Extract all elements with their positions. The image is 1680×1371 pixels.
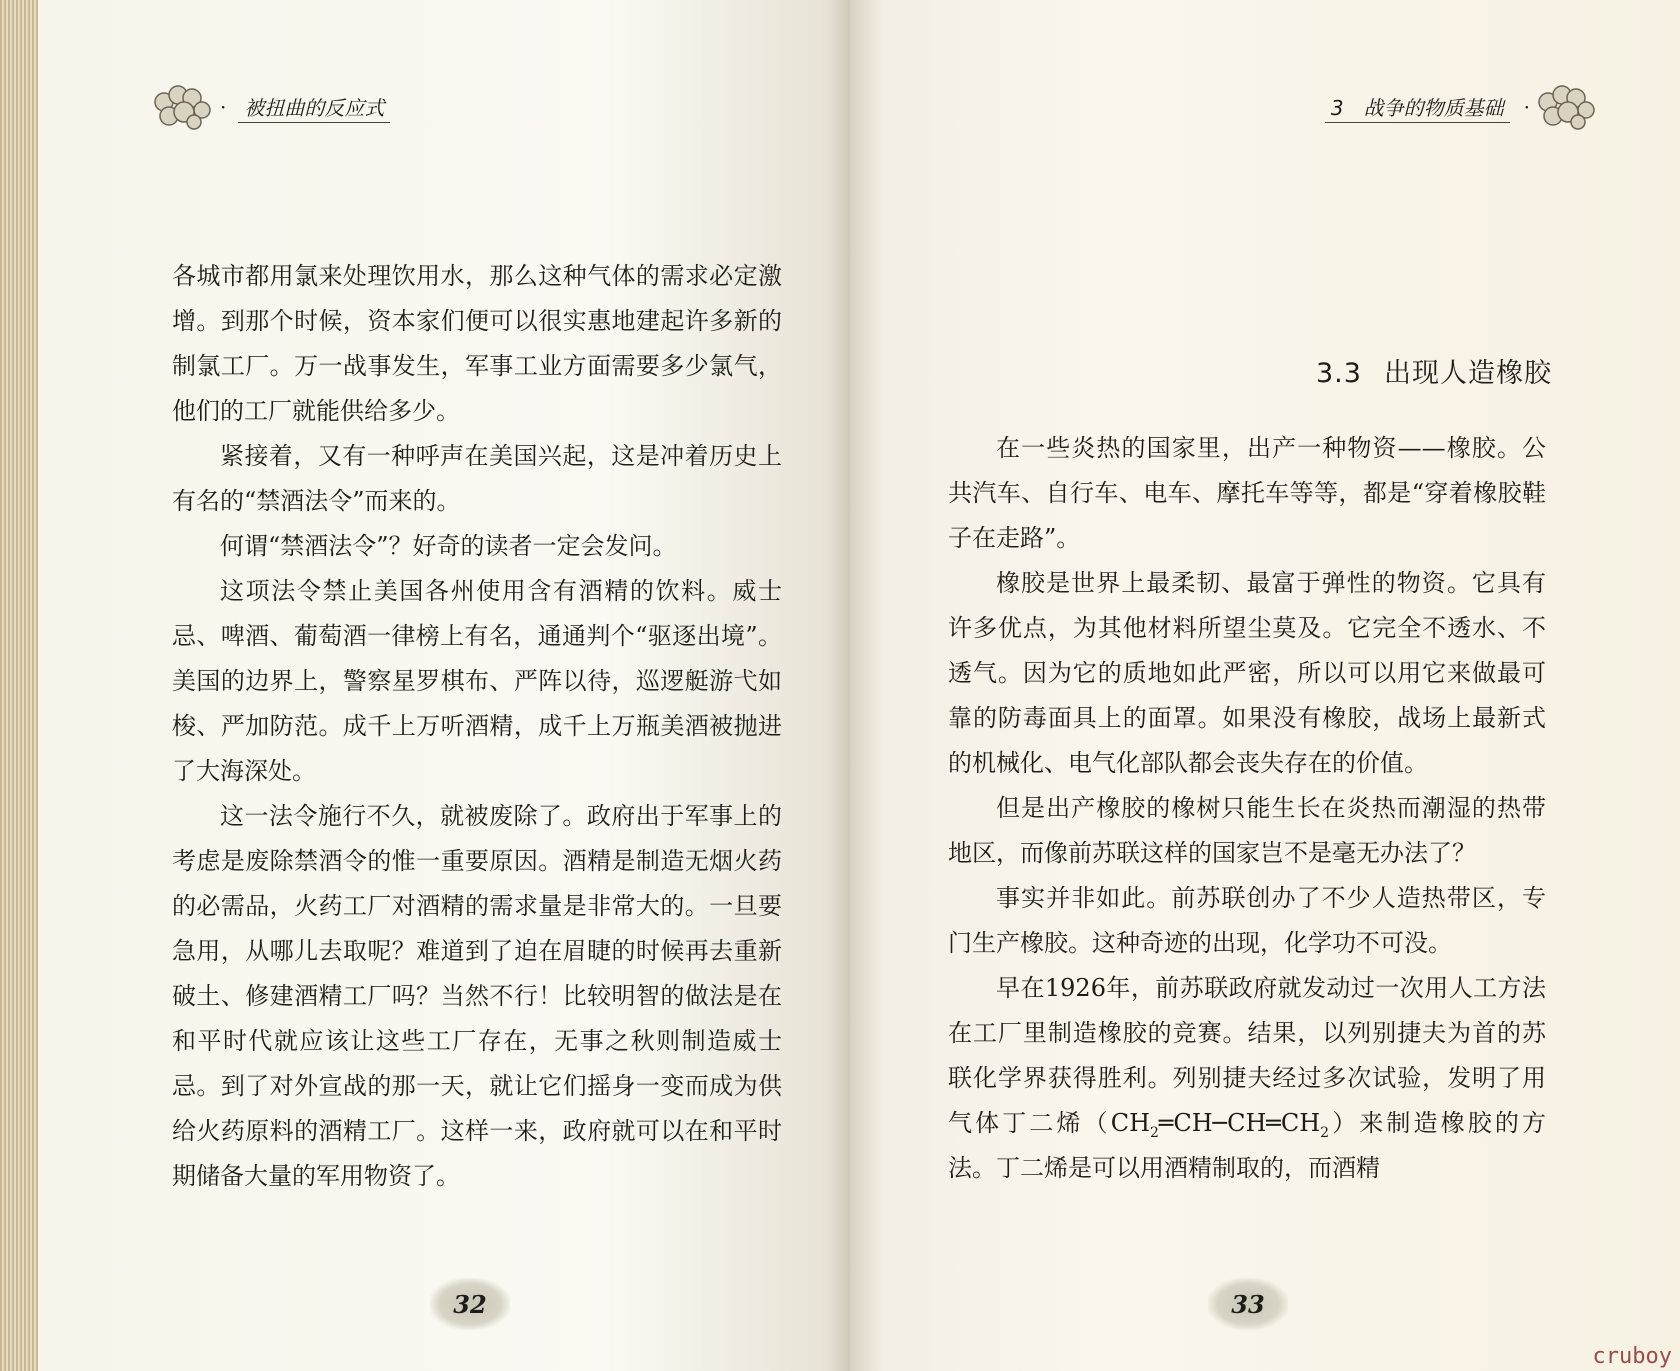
atom-cluster-icon	[1534, 82, 1600, 132]
paragraph: 何谓“禁酒法令”？好奇的读者一定会发问。	[220, 532, 677, 560]
paragraph: 这项法令禁止美国各州使用含有酒精的饮料。威士忌、啤酒、葡萄酒一律榜上有名，通通判个“驱逐出境”。美国的边界上，警察星罗棋布、严阵以待，巡逻艇游弋如梭、严加防范。成千上万听酒精，成千上万瓶美酒被抛进了大海深处。	[172, 577, 782, 785]
chemical-formula	[1110, 1109, 1330, 1141]
atom-cluster-icon	[150, 82, 216, 132]
paragraph: 紧接着，又有一种呼声在美国兴起，这是冲着历史上有名的“禁酒法令”而来的。	[172, 442, 782, 515]
paragraph	[948, 966, 1546, 1191]
page-edge	[0, 0, 38, 1371]
left-running-header	[150, 82, 390, 132]
paragraph: 事实并非如此。前苏联创办了不少人造热带区，专门生产橡胶。这种奇迹的出现，化学功不可没。	[948, 884, 1546, 957]
paragraph: 这一法令施行不久，就被废除了。政府出于军事上的考虑是废除禁酒令的惟一重要原因。酒精是制造无烟火药的必需品，火药工厂对酒精的需求量是非常大的。一旦要急用，从哪儿去取呢？难道到了迫在眉睫的时候再去重新破土、修建酒精工厂吗？当然不行！比较明智的做法是在和平时代就应该让这些工厂存在，无事之秋则制造威士忌。到了对外宣战的那一天，就让它们摇身一变而成为供给火药原料的酒精工厂。这样一来，政府就可以在和平时期储备大量的军用物资了。	[172, 802, 782, 1190]
right-running-header	[1325, 82, 1600, 132]
formula-subscript: 2	[1320, 1124, 1330, 1141]
right-body-text	[948, 426, 1546, 1191]
header-dot: ·	[1523, 95, 1530, 119]
left-body-text	[172, 254, 782, 1199]
section-title: 出现人造橡胶	[1383, 358, 1552, 389]
watermark: cruboy	[1592, 1344, 1672, 1369]
left-page-number: 32	[430, 1278, 510, 1330]
right-header-title: 3 战争的物质基础	[1325, 92, 1510, 123]
formula-part: ═CH─CH═CH	[1158, 1109, 1321, 1137]
paragraph: 但是出产橡胶的橡树只能生长在炎热而潮湿的热带地区，而像前苏联这样的国家岂不是毫无办法了？	[948, 794, 1546, 867]
paragraph: 在一些炎热的国家里，出产一种物资——橡胶。公共汽车、自行车、电车、摩托车等等，都是“穿着橡胶鞋子在走路”。	[948, 434, 1546, 552]
paragraph: 橡胶是世界上最柔韧、最富于弹性的物资。它具有许多优点，为其他材料所望尘莫及。它完全不透水、不透气。因为它的质地如此严密，所以可以用它来做最可靠的防毒面具上的面罩。如果没有橡胶，战场上最新式的机械化、电气化部队都会丧失存在的价值。	[948, 569, 1546, 777]
header-dot: ·	[220, 95, 227, 119]
section-number: 3.3	[1316, 358, 1362, 389]
paragraph: 各城市都用氯来处理饮用水，那么这种气体的需求必定激增。到那个时候，资本家们便可以很实惠地建起许多新的制氯工厂。万一战事发生，军事工业方面需要多少氯气，他们的工厂就能供给多少。	[172, 262, 782, 425]
right-page-number: 33	[1208, 1278, 1288, 1330]
paragraph-part: 早在1926年，前苏联政府就发动过一次用人工方法在工厂里制造橡胶的竞赛。结果，以列别捷夫为首的苏联化学界获得胜利。列别捷夫经过多次试验，发明了用气体丁二烯（	[948, 974, 1546, 1137]
paragraph-part: ）来制造橡胶的方法。丁二烯是可以用酒精制取的，而酒精	[948, 1109, 1547, 1182]
formula-part: CH	[1110, 1109, 1150, 1137]
formula-subscript: 2	[1150, 1124, 1159, 1141]
section-heading	[1316, 351, 1552, 390]
left-header-title: 被扭曲的反应式	[238, 92, 390, 123]
